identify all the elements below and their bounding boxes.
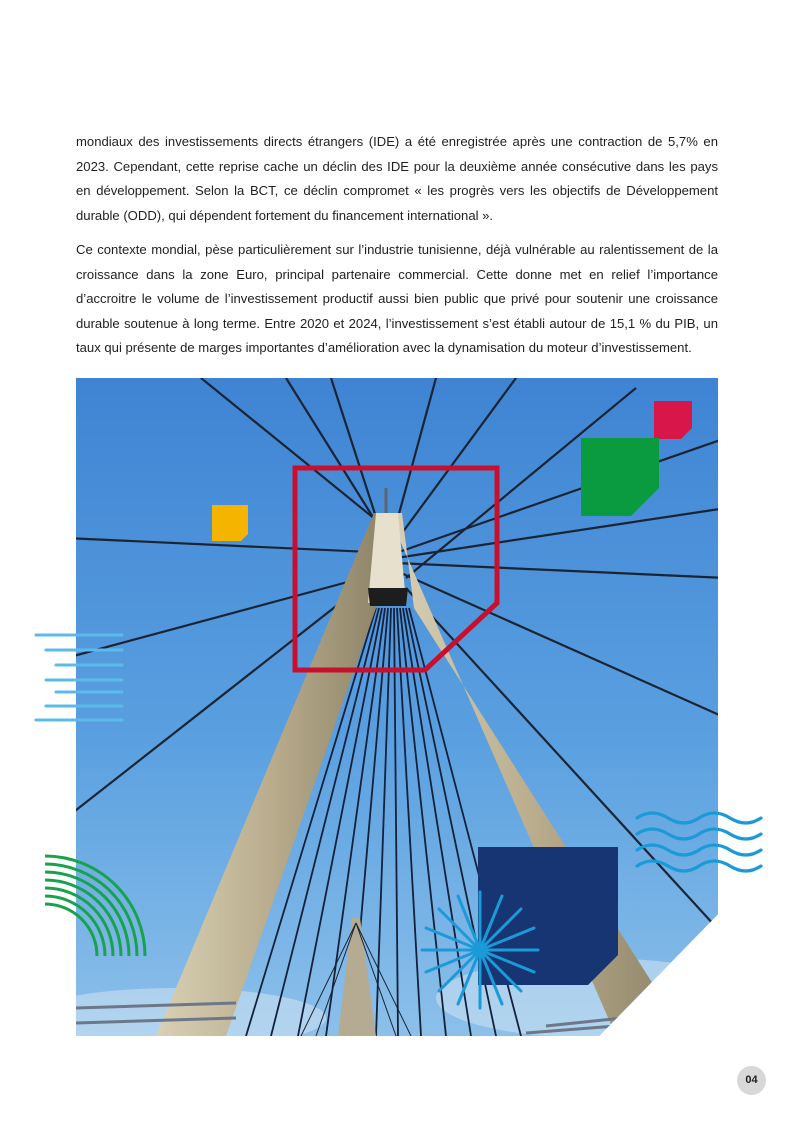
- green-arcs: [42, 850, 152, 960]
- red-frame-outline: [290, 463, 502, 675]
- starburst-icon: [418, 888, 542, 1012]
- paragraph-1: mondiaux des investissements directs étrangers (IDE) a été enregistrée après une contraction de 5,7% en 2023. Cependant, cette reprise cache un déclin des IDE pour la deuxième année consécutive dans les pays en développement. Selon la BCT, ce déclin compromet « les progrès vers les objectifs de Développement durable (ODD), qui dépendent fortement du financement international ».: [76, 134, 718, 223]
- yellow-square: [212, 505, 248, 541]
- light-blue-lines: [34, 630, 126, 725]
- green-square: [581, 438, 659, 516]
- body-text: [76, 130, 718, 371]
- crimson-square: [654, 401, 692, 439]
- paragraph-2: Ce contexte mondial, pèse particulièrement sur l’industrie tunisienne, déjà vulnérable au ralentissement de la croissance dans la zone Euro, principal partenaire commercial. Cette donne met en relief l’importance d’accroitre le volume de l’investissement productif aussi bien public que privé pour soutenir une croissance durable soutenue à long terme. Entre 2020 et 2024, l’investissement s’est établi autour de 15,1 % du PIB, un taux qui présente de marges importantes d’amélioration avec la dynamisation du moteur d’investissement.: [76, 242, 718, 355]
- wave-lines: [634, 808, 764, 874]
- page-number: 04: [737, 1066, 766, 1095]
